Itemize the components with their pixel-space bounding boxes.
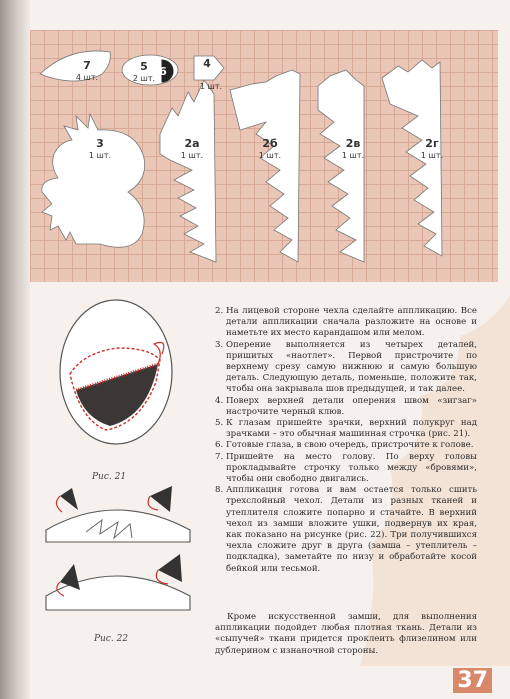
closing-paragraph: Кроме искусственной замши, для выполнения аппликации подойдет любая плотная ткань. Детали из «сыпучей» ткани придется проклеить флизелином или дублерином с изнаночной стороны. xyxy=(215,612,477,656)
piece-label-qty: 1 шт. xyxy=(258,150,282,160)
piece-2b-label xyxy=(250,138,290,160)
step-number: 4. xyxy=(215,395,224,406)
piece-label-qty: 1 шт. xyxy=(199,82,223,91)
piece-label-num: 2а xyxy=(184,137,200,150)
piece-label-num: 6 xyxy=(159,65,167,78)
piece-label-num: 2г xyxy=(425,137,439,150)
instruction-list xyxy=(215,306,477,575)
step-text: Готовые глаза, в свою очередь, пристрочите к голове. xyxy=(226,440,474,451)
piece-label-num: 5 xyxy=(140,60,148,73)
piece-3-shape xyxy=(42,114,145,247)
instruction-step xyxy=(215,418,477,440)
step-text: К глазам пришейте зрачки, верхний полукруг над зрачками – это обычная машинная строчка (рис. 21). xyxy=(226,418,477,440)
piece-label-qty: 4 шт. xyxy=(75,72,99,82)
instruction-step xyxy=(215,440,477,451)
piece-label-qty: 1 шт. xyxy=(420,150,444,160)
figure-22-ears-illustration xyxy=(40,486,205,626)
piece-3-label xyxy=(80,138,120,160)
step-number: 2. xyxy=(215,306,224,316)
piece-label-qty: 1 шт. xyxy=(341,150,365,160)
step-text: Поверх верхней детали оперения швом «зигзаг» настрочите черный клюв. xyxy=(226,395,477,417)
piece-label-qty: 1 шт. xyxy=(180,150,204,160)
piece-label-num: 4 xyxy=(203,57,211,70)
piece-2a-label xyxy=(172,138,212,160)
figure-21-caption: Рис. 21 xyxy=(92,472,127,482)
piece-2a-shape xyxy=(160,80,216,262)
figure-22-caption: Рис. 22 xyxy=(94,634,129,644)
step-number: 5. xyxy=(215,418,224,429)
piece-label-num: 3 xyxy=(96,137,104,150)
piece-label-qty: 1 шт. xyxy=(88,150,112,160)
piece-7-label xyxy=(57,60,117,82)
step-number: 7. xyxy=(215,451,224,462)
step-number: 8. xyxy=(215,485,224,496)
piece-2v-shape xyxy=(318,70,364,262)
piece-6-label xyxy=(156,66,170,79)
step-text: Пришейте на место голову. По верху головы прокладывайте строчку только между «бровями», чтобы они свободно двигались. xyxy=(226,451,477,485)
step-text: Аппликация готова и вам остается только сшить трехслойный чехол. Детали из разных тканей и утеплителя сложите попарно и стачайте. В верхний чехол из замши вложите ушки, подвернув их края, как показано на рисунке (рис. 22). Три получившихся чехла сложите друг в друга (замша – утеплитель – подкладка), заметайте по низу и обработайте косой бейкой или тесьмой. xyxy=(226,485,477,574)
instruction-step xyxy=(215,306,477,340)
step-text: На лицевой стороне чехла сделайте аппликацию. Все детали аппликации сначала разложите на основе и наметьте их место карандашом или мелом. xyxy=(226,306,477,339)
figure-21-eye-illustration xyxy=(40,290,210,470)
page-number: 37 xyxy=(453,668,492,693)
instruction-step xyxy=(215,485,477,575)
instruction-step xyxy=(215,340,477,396)
piece-4-qty-label xyxy=(196,82,226,91)
step-number: 6. xyxy=(215,440,224,451)
instruction-step xyxy=(215,396,477,418)
step-text: Оперение выполняется из четырех деталей, пришитых «наотлет». Первой пристрочите по верхнему срезу самую нижнюю и самую большую деталь. Следующую деталь, поменьше, положите так, чтобы она закрывала шов предыдущей, и так далее. xyxy=(226,339,477,395)
piece-4-label xyxy=(194,58,220,71)
step-number: 3. xyxy=(215,339,224,350)
piece-2v-label xyxy=(333,138,373,160)
piece-label-num: 7 xyxy=(83,59,91,72)
book-spine-shadow xyxy=(0,0,30,699)
piece-2b-shape xyxy=(230,70,300,262)
piece-label-num: 2в xyxy=(345,137,361,150)
piece-label-num: 2б xyxy=(262,137,278,150)
instruction-step xyxy=(215,452,477,486)
piece-label-qty: 2 шт. xyxy=(132,73,156,83)
piece-2g-label xyxy=(412,138,452,160)
